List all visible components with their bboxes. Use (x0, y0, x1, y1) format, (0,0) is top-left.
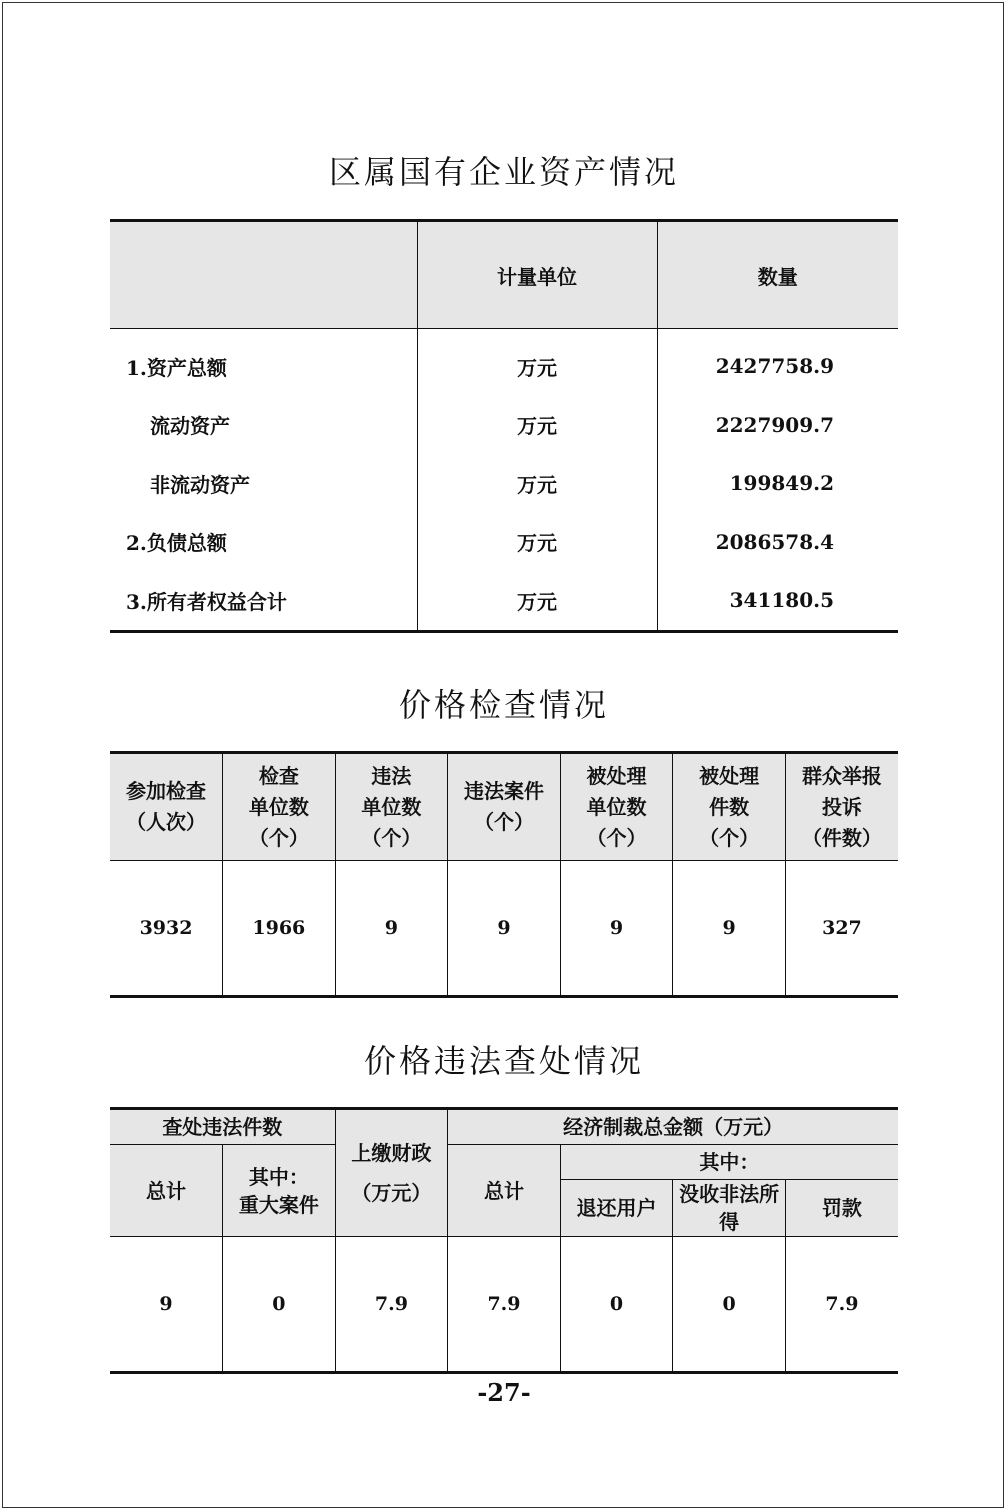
violations-table (110, 1107, 898, 1374)
header-inspected-units (223, 753, 336, 861)
row-value: 2427758.9 (657, 329, 898, 396)
header-among: 其中： (560, 1145, 898, 1180)
value-cell: 0 (223, 1237, 336, 1373)
value-cell: 0 (560, 1237, 673, 1373)
header-line: 单位数 (586, 794, 647, 819)
table-row (110, 454, 898, 513)
header-line: 违法案件 (463, 779, 544, 803)
header-public-complaints (785, 753, 898, 861)
header-line: 违法 (371, 763, 412, 788)
header-line: （个） (248, 825, 309, 850)
value-cell: 7.9 (335, 1237, 448, 1373)
row-unit: 万元 (417, 329, 657, 396)
table-row (110, 571, 898, 631)
value-cell: 3932 (139, 917, 193, 939)
value-cell: 7.9 (785, 1237, 898, 1373)
row-unit: 万元 (417, 396, 657, 455)
header-line: 件数 (709, 794, 750, 819)
header-line: （个） (361, 825, 422, 850)
header-line: 单位数 (248, 794, 309, 819)
header-cases: 查处违法件数 (110, 1109, 335, 1145)
header-line: （个） (586, 825, 647, 850)
header-total: 总计 (110, 1145, 223, 1237)
table-row (110, 329, 898, 396)
header-line: 被处理 (586, 763, 647, 788)
header-line: 上缴财政 (351, 1141, 432, 1165)
header-line: （个） (473, 810, 534, 834)
header-confiscate: 没收非法所得 (673, 1180, 786, 1237)
header-line: 其中： (248, 1164, 309, 1189)
violations-header-row-2 (110, 1145, 898, 1180)
value-cell: 327 (785, 861, 898, 997)
price-check-header-row (110, 753, 898, 861)
header-line: （件数） (801, 825, 882, 850)
assets-table (110, 219, 898, 633)
header-line: 被处理 (699, 763, 760, 788)
value-cell: 9 (673, 861, 786, 997)
header-processed-cases (673, 753, 786, 861)
value-cell: 9 (448, 861, 561, 997)
header-line: （人次） (126, 810, 207, 834)
header-major-cases (223, 1145, 336, 1237)
row-label: 流动资产 (150, 414, 230, 439)
assets-header-row (110, 221, 898, 329)
assets-header-blank (110, 221, 417, 329)
value-cell: 9 (560, 861, 673, 997)
header-line: （个） (699, 825, 760, 850)
header-fiscal (335, 1109, 448, 1237)
header-sanction-sum: 总计 (448, 1145, 561, 1237)
row-label: 1.资产总额 (126, 355, 227, 380)
violations-title: 价格违法查处情况 (363, 1042, 644, 1080)
table-row (110, 1237, 898, 1373)
value-cell: 0 (673, 1237, 786, 1373)
assets-title: 区属国有企业资产情况 (328, 153, 679, 191)
row-label: 非流动资产 (150, 472, 250, 497)
value-cell: 7.9 (448, 1237, 561, 1373)
header-processed-units (560, 753, 673, 861)
page-number: -27- (477, 1378, 531, 1407)
header-line: 重大案件 (238, 1192, 319, 1217)
table-row (110, 861, 898, 997)
row-unit: 万元 (417, 513, 657, 572)
table-row (110, 513, 898, 572)
header-refund: 退还用户 (560, 1180, 673, 1237)
value-cell: 9 (335, 861, 448, 997)
header-fine: 罚款 (785, 1180, 898, 1237)
row-label: 3.所有者权益合计 (126, 589, 287, 614)
value-cell: 1966 (223, 861, 336, 997)
row-unit: 万元 (417, 454, 657, 513)
header-line: （万元） (351, 1181, 432, 1205)
price-check-table (110, 751, 898, 998)
header-violating-units (335, 753, 448, 861)
row-value: 341180.5 (657, 571, 898, 631)
row-label: 2.负债总额 (126, 531, 227, 556)
row-value: 2086578.4 (657, 513, 898, 572)
row-unit: 万元 (417, 571, 657, 631)
header-line: 投诉 (821, 794, 862, 819)
violations-header-row-1 (110, 1109, 898, 1145)
header-line: 参加检查 (126, 779, 207, 803)
row-value: 199849.2 (657, 454, 898, 513)
assets-header-unit: 计量单位 (417, 221, 657, 329)
assets-header-quantity: 数量 (657, 221, 898, 329)
value-cell: 9 (159, 1293, 173, 1315)
header-line: 检查 (258, 763, 299, 788)
row-value: 2227909.7 (657, 396, 898, 455)
header-sanction-total: 经济制裁总金额（万元） (448, 1109, 898, 1145)
price-check-title: 价格检查情况 (398, 686, 609, 724)
table-row (110, 396, 898, 455)
header-line: 单位数 (361, 794, 422, 819)
header-violation-cases (448, 753, 561, 861)
header-line: 群众举报 (801, 763, 882, 788)
header-inspectors (110, 753, 223, 861)
